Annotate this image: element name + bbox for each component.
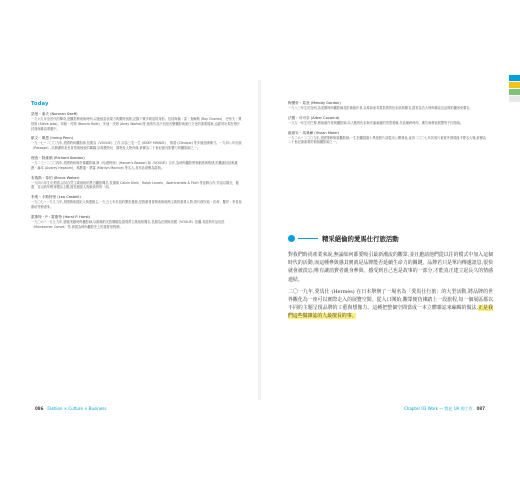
paragraph-text: 二〇一九年,愛馬仕 (Hermès) 在日本舉辦了一場名為「愛馬仕行旅」的大型活動,將品牌的世界觀化為一座可以實際走入的展覽空間。從入口開始,觀眾便彷彿踏上一段旅程,每一個展區都以不同的主題呈現品牌的工藝與想像力。這種把整個空間當成一本立體雜誌來編輯的做法, <box>288 288 493 312</box>
chapter-tab <box>509 89 520 95</box>
entry-text: 一九四六年生於美國,以其自然主義風格的黑白攝影聞名,長期與 Calvin Klein、Ralph Lauren、Abercrombie & Fitch 等品牌合作,作品以陽光、健康、自由的年輕身體為主題,擅長捕捉人物最真實的一面。 <box>31 180 239 190</box>
glossary-list-right <box>288 101 488 150</box>
glossary-list-left <box>31 112 243 234</box>
glossary-entry <box>288 101 488 111</box>
heading-rule <box>298 238 318 239</box>
entry-name: 梅樂蒂・葛登 (Melody Gordon) <box>288 101 341 105</box>
entry-name: 理查・阿維頓 (Richard Avedon) <box>31 155 85 160</box>
running-title-right: Work — 我在 UA 的工作 <box>427 406 473 411</box>
running-title-left: Fashion × Culture × Business <box>47 406 107 411</box>
glossary-entry <box>31 215 243 230</box>
entry-text: 一九一七~二〇〇九年,美國時尚攝影師,長期為《VOGUE》工作,亦為三宅一生 (ISSEY MIYAKE) 、倩碧 (Clinique) 等多個品牌操刀。一九四八年出版《Passage》,以簡潔的灰色背景與極致的構圖,呈現模特兒、靜物及人物肖像,被譽為二十世紀最具影響力的攝影師之一。 <box>31 141 242 151</box>
footer-left <box>31 406 106 411</box>
entry-text: 一九九一年生於巴黎,藝術創作者與攝影師,以大膽的色彩與充滿童趣的造型著稱,作品橫跨時尚、廣告與藝術展覽等不同領域。 <box>288 120 464 125</box>
entry-name: 法國・可可奈 (Arber Coconut) <box>288 115 340 120</box>
left-page <box>0 0 259 500</box>
page-number-right: 087 <box>476 406 485 411</box>
glossary-entry <box>31 156 243 171</box>
chapter-tab <box>509 75 520 81</box>
glossary-entry <box>288 116 488 126</box>
entry-text: 一九〇七~一九九九年,美國藝術經紀人與畫廊主,一九五七年於紐約開設畫廊,是推動普普藝術與極簡主義的重要人物,曾代理安迪・沃荷、羅伊・李奇登斯坦等藝術家。 <box>31 200 242 209</box>
entry-name: 歐文・佩恩 (Irving Penn) <box>31 136 74 141</box>
entry-name: 霍斯特・P・霍斯特 (Horst P. Horst) <box>31 214 91 219</box>
heading-bullet-icon <box>288 235 295 242</box>
chapter-tab <box>509 82 520 88</box>
entry-name: 李奧・卡斯特里 (Leo Castelli) <box>31 195 81 200</box>
section-heading-text: 精采絕倫的愛馬仕行旅活動 <box>322 234 399 243</box>
entry-text: 一九〇六~一九九九年,德裔美籍時尚攝影師,以精緻的光影構圖及超現實主義風格聞名,長期為法國與美國《VOGUE》拍攝,其經典作品包括〈Mainbocher Corset〉等,被視為時尚攝影史上的重要里程碑。 <box>31 219 225 229</box>
glossary-entry <box>31 112 243 131</box>
glossary-entry <box>31 176 243 191</box>
article-body <box>288 251 493 325</box>
entry-text: 一九六九年至世代的傳奇,是攝影藝術與時尚,以他極富表現力的獨特風格,記錄下眾多明星的身影。包括海倫・雷・查爾斯 (Ray Charles)、史蒂夫・賈伯斯 (Steve Jobs)、邦妮・芮特 (Bonnie Raitt)、安迪・沃荷 (Andy Warhol)等,他的作品不但是音樂攝影與流行文化的重要檔案,也經常出現在唱片封面與雜誌專題中。 <box>31 117 242 131</box>
entry-name: 諾曼・塞夫 (Norman Seeff) <box>31 112 78 116</box>
paragraph <box>288 288 493 321</box>
chapter-tabs <box>509 75 520 103</box>
glossary-entry <box>31 136 243 151</box>
highlighted-text: 正是我們這些做雜誌的人最擅長的事。 <box>288 305 493 320</box>
page-number-left: 086 <box>35 406 44 411</box>
glossary-entry <box>31 195 243 210</box>
entry-text: 一九八三年生於加州,為美國時尚攝影師及影像創作者,以柔和而具電影感的色彩風格聞名,經常為各大時尚雜誌及品牌拍攝形象廣告。 <box>288 106 473 110</box>
glossary-entry <box>288 131 488 146</box>
paragraph: 對我們時尚產業來說,無論如何都要吸引最新潮流的觀眾,並且邀請他們從以往的模式中加入這個時代的活動,而這種參與感其實就是品牌能否延續生命力的關鍵。品牌若只是單向傳遞訊息,很快就會被淡忘;唯有讓消費者親身參與、感受到自己也是故事的一部分,才能真正建立起長久的情感連結。 <box>288 252 493 283</box>
footer-right <box>404 406 489 412</box>
chapter-tab <box>509 96 520 102</box>
entry-name: 維維安・馬奧爾 (Vivian Maier) <box>288 130 340 135</box>
section-heading <box>288 232 493 244</box>
chapter-label: Chapter 03 <box>404 406 427 411</box>
section-label: Today <box>31 101 49 107</box>
entry-text: 一九二三~二〇〇四年,美國時尚與肖像攝影師,與《哈潑時尚》(Harper's Bazaar) 和《VOGUE》合作,為時尚攝影帶來動感與情緒,拍攝過包括奧黛麗・赫本 (Audrey Hepburn)、瑪麗蓮・夢露 (Marilyn Monroe) 等名人,其作品被譽為經典。 <box>31 160 238 170</box>
entry-name: 布魯斯・韋伯 (Bruce Weber) <box>31 175 80 180</box>
entry-text: 一九二六~二〇〇九年,美國業餘街頭攝影師,一生拍攝超過十萬張照片卻從未公開發表,直到二〇〇七年其底片被意外發現後才聲名大噪,被譽為二十世紀最重要的街頭攝影師之一。 <box>288 135 486 145</box>
right-page <box>261 0 520 500</box>
